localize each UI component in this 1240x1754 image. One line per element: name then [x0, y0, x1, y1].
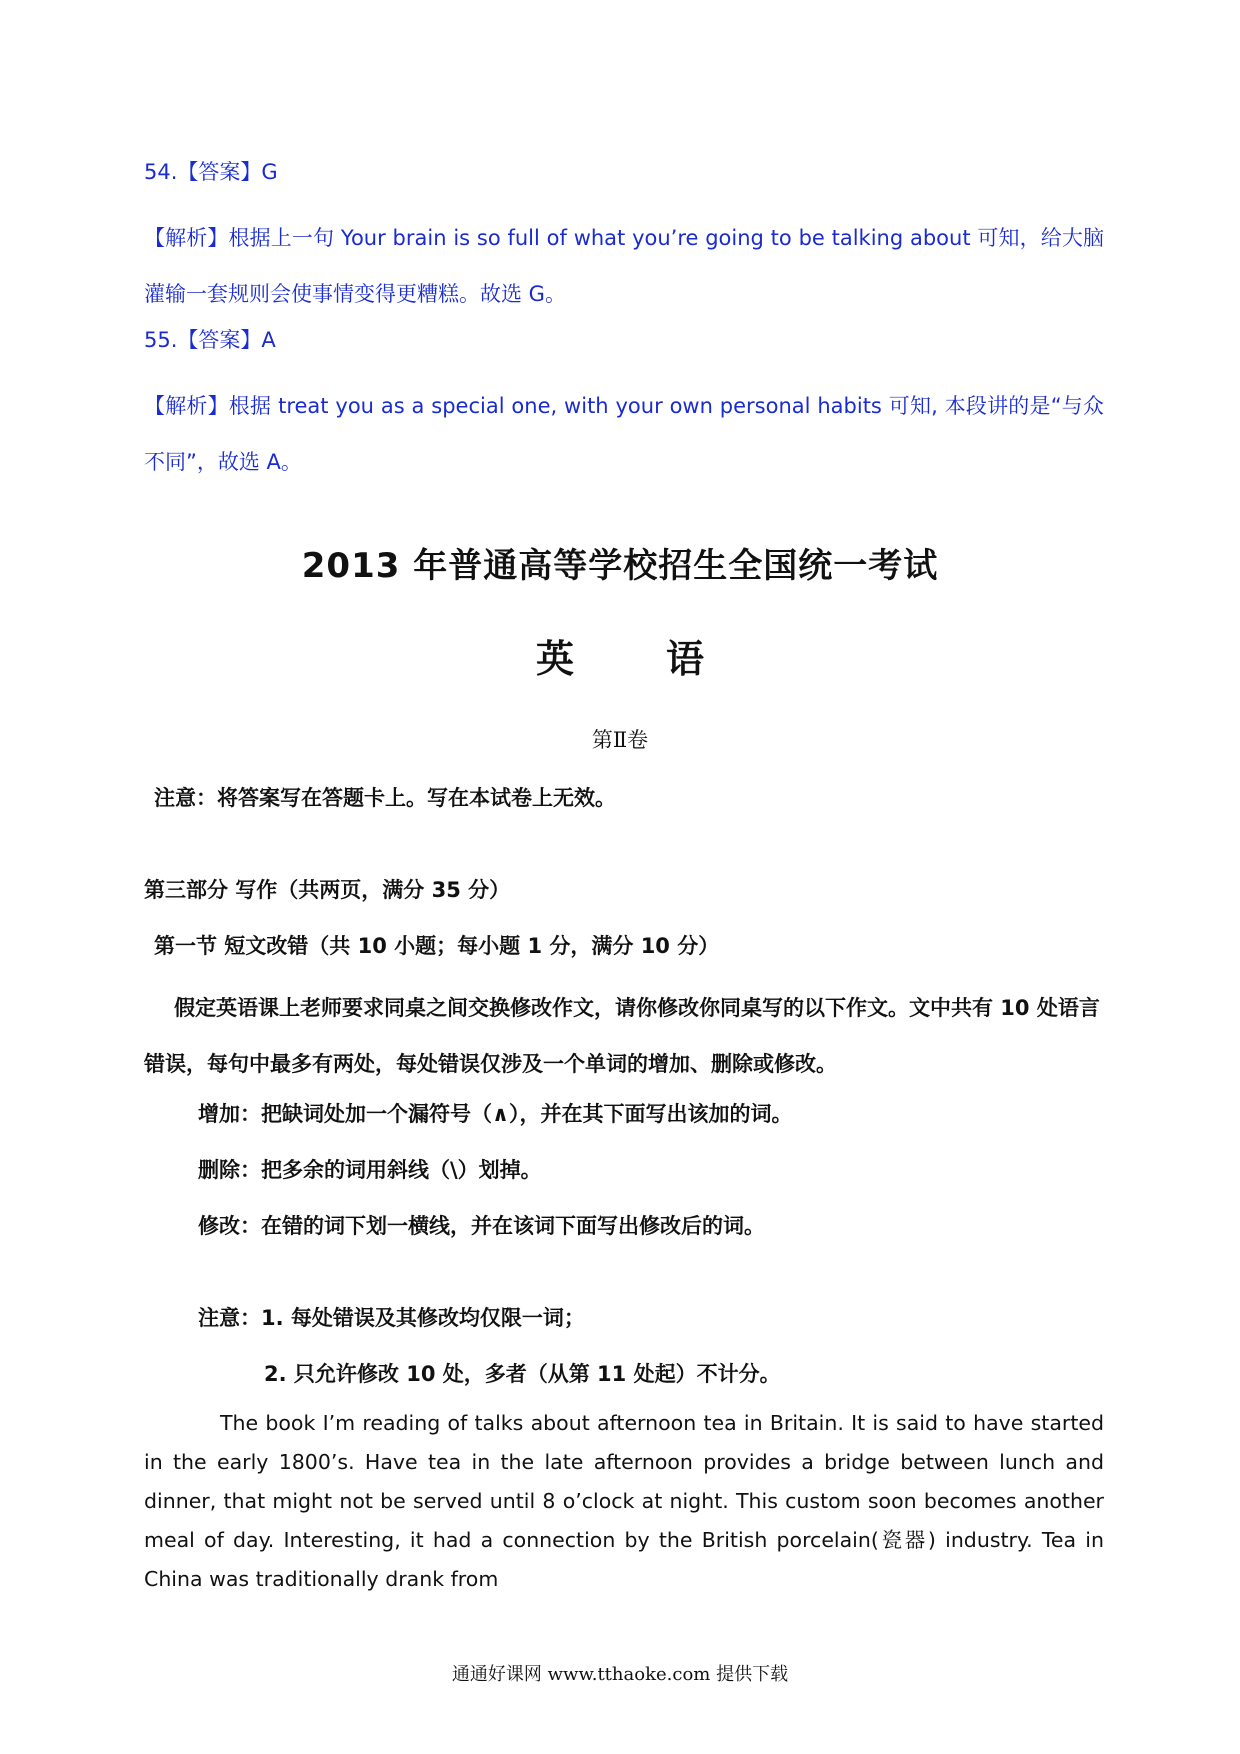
- note-2: 2. 只允许修改 10 处，多者（从第 11 处起）不计分。: [264, 1362, 781, 1386]
- part3-heading: 第三部分 写作（共两页，满分 35 分）: [144, 878, 511, 902]
- volume-label: 第Ⅱ卷: [591, 728, 649, 752]
- note-1: 注意：1. 每处错误及其修改均仅限一词；: [198, 1306, 585, 1330]
- exam-title: 2013 年普通高等学校招生全国统一考试: [301, 546, 939, 586]
- footer-source: 通通好课网 www.tthaoke.com 提供下载: [451, 1664, 789, 1685]
- answer-sheet-notice: 注意：将答案写在答题卡上。写在本试卷上无效。: [154, 786, 616, 810]
- explanation-54: 【解析】根据上一句 Your brain is so full of what you’re going to be talking about 可知，给大脑灌输一套规则会使事情变得更糟糕。故选 G。: [144, 226, 1104, 306]
- rule-add: 增加：把缺词处加一个漏符号（∧），并在其下面写出该加的词。: [198, 1102, 793, 1126]
- section1-heading: 第一节 短文改错（共 10 小题；每小题 1 分，满分 10 分）: [154, 934, 720, 958]
- explanation-55: 【解析】根据 treat you as a special one, with your own personal habits 可知, 本段讲的是“与众不同”，故选 A。: [144, 394, 1104, 474]
- answer-55: 55.【答案】A: [144, 328, 276, 352]
- subject-char-2: 语: [666, 637, 705, 681]
- subject-heading: [0, 628, 1240, 683]
- rule-delete: 删除：把多余的词用斜线（\）划掉。: [198, 1158, 542, 1182]
- subject-char-1: 英: [535, 637, 574, 681]
- instructions-paragraph: 假定英语课上老师要求同桌之间交换修改作文，请你修改你同桌写的以下作文。文中共有 10 处语言错误，每句中最多有两处，每处错误仅涉及一个单词的增加、删除或修改。: [144, 996, 1100, 1076]
- rule-modify: 修改：在错的词下划一横线，并在该词下面写出修改后的词。: [198, 1214, 765, 1238]
- error-correction-passage: The book I’m reading of talks about afternoon tea in Britain. It is said to have started in the early 1800’s. Have tea in the late afternoon provides a bridge between lunch and dinner, that might not be served until 8 o’clock at night. This custom soon becomes another meal of day. Interesting, it had a connection by the British porcelain(瓷器) industry. Tea in China was traditionally drank from: [144, 1411, 1104, 1591]
- answer-54: 54.【答案】G: [144, 160, 278, 184]
